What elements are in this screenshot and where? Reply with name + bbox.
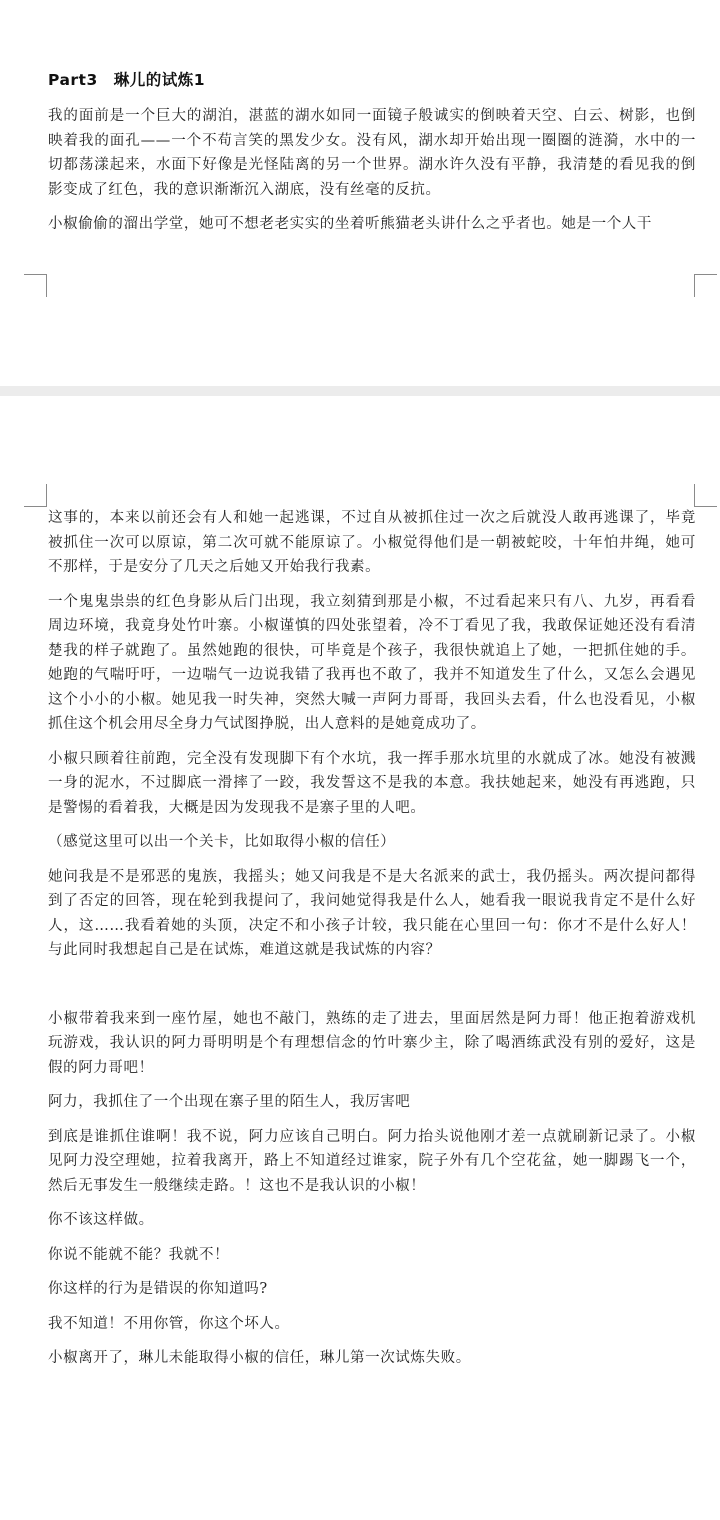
paragraph: 我的面前是一个巨大的湖泊，湛蓝的湖水如同一面镜子般诚实的倒映着天空、白云、树影，也倒映着我的面孔——一个不苟言笑的黑发少女。没有风，湖水却开始出现一圈圈的涟漪，水中的一切都荡漾起来，水面下好像是光怪陆离的另一个世界。湖水许久没有平静，我清楚的看见我的倒影变成了红色，我的意识渐渐沉入湖底，没有丝毫的反抗。 [48, 108, 696, 198]
paragraph: 小椒偷偷的溜出学堂，她可不想老老实实的坐着听熊猫老头讲什么之乎者也。她是一个人干 [48, 216, 652, 232]
blank-line [48, 973, 696, 1007]
margin-corner-mark [24, 484, 47, 507]
document-page-2 [0, 396, 720, 1520]
margin-corner-mark [694, 484, 717, 507]
paragraph: 小椒只顾着往前跑，完全没有发现脚下有个水坑，我一挥手那水坑里的水就成了冰。她没有被溅一身的泥水，不过脚底一滑摔了一跤，我发誓这不是我的本意。我扶她起来，她没有再逃跑，只是警惕的看着我，大概是因为发现我不是寨子里的人吧。 [48, 750, 696, 816]
paragraph: 我不知道！不用你管，你这个坏人。 [48, 1315, 290, 1332]
paragraph: 一个鬼鬼祟祟的红色身影从后门出现，我立刻猜到那是小椒，不过看起来只有八、九岁，再看看周边环境，我竟身处竹叶寨。小椒谨慎的四处张望着，冷不丁看见了我，我敢保证她还没有看清楚我的样子就跑了。虽然她跑的很快，可毕竟是个孩子，我很快就追上了她，一把抓住她的手。她跑的气喘吁吁，一边喘气一边说我错了我再也不敢了，我并不知道发生了什么，又怎么会遇见这个小小的小椒。她见我一时失神，突然大喊一声阿力哥哥，我回头去看，什么也没看见，小椒抓住这个机会用尽全身力气试图挣脱，出人意料的是她竟成功了。 [48, 593, 696, 732]
paragraph: 这事的，本来以前还会有人和她一起逃课，不过自从被抓住过一次之后就没人敢再逃课了，毕竟被抓住一次可以原谅，第二次可就不能原谅了。小椒觉得他们是一朝被蛇咬，十年怕井绳，她可不那样，于是安分了几天之后她又开始我行我素。 [48, 510, 696, 575]
paragraph: 你说不能就不能？我就不！ [48, 1246, 230, 1263]
paragraph: 小椒离开了，琳儿未能取得小椒的信任，琳儿第一次试炼失败。 [48, 1350, 471, 1366]
paragraph: 你这样的行为是错误的你知道吗? [48, 1281, 268, 1297]
page-1-body [48, 104, 696, 247]
margin-corner-mark [24, 274, 47, 297]
paragraph: 阿力，我抓住了一个出现在寨子里的陌生人，我厉害吧 [48, 1094, 411, 1110]
paragraph: 她问我是不是邪恶的鬼族，我摇头；她又问我是不是大名派来的武士，我仍摇头。两次提问都得到了否定的回答，现在轮到我提问了，我问她觉得我是什么人，她看我一眼说我肯定不是什么好人，这……我看着她的头顶，决定不和小孩子计较，我只能在心里回一句：你才不是什么好人！与此同时我想起自己是在试炼，难道这就是我试炼的内容？ [48, 868, 696, 958]
paragraph: 你不该这样做。 [48, 1212, 154, 1228]
page-2-body [48, 506, 696, 1381]
page-separator [0, 386, 720, 396]
document-page-1 [0, 0, 720, 386]
paragraph: 小椒带着我来到一座竹屋，她也不敲门，熟练的走了进去，里面居然是阿力哥！他正抱着游戏机玩游戏，我认识的阿力哥明明是个有理想信念的竹叶寨少主，除了喝酒练武没有别的爱好，这是假的阿力哥吧！ [48, 1010, 696, 1076]
margin-corner-mark [694, 274, 717, 297]
paragraph: （感觉这里可以出一个关卡，比如取得小椒的信任） [48, 834, 396, 850]
paragraph: 到底是谁抓住谁啊！我不说，阿力应该自己明白。阿力抬头说他刚才差一点就刷新记录了。小椒见阿力没空理她，拉着我离开，路上不知道经过谁家，院子外有几个空花盆，她一脚踢飞一个，然后无事发生一般继续走路。！这也不是我认识的小椒！ [48, 1128, 696, 1194]
section-heading: Part3 琳儿的试炼1 [48, 71, 206, 89]
